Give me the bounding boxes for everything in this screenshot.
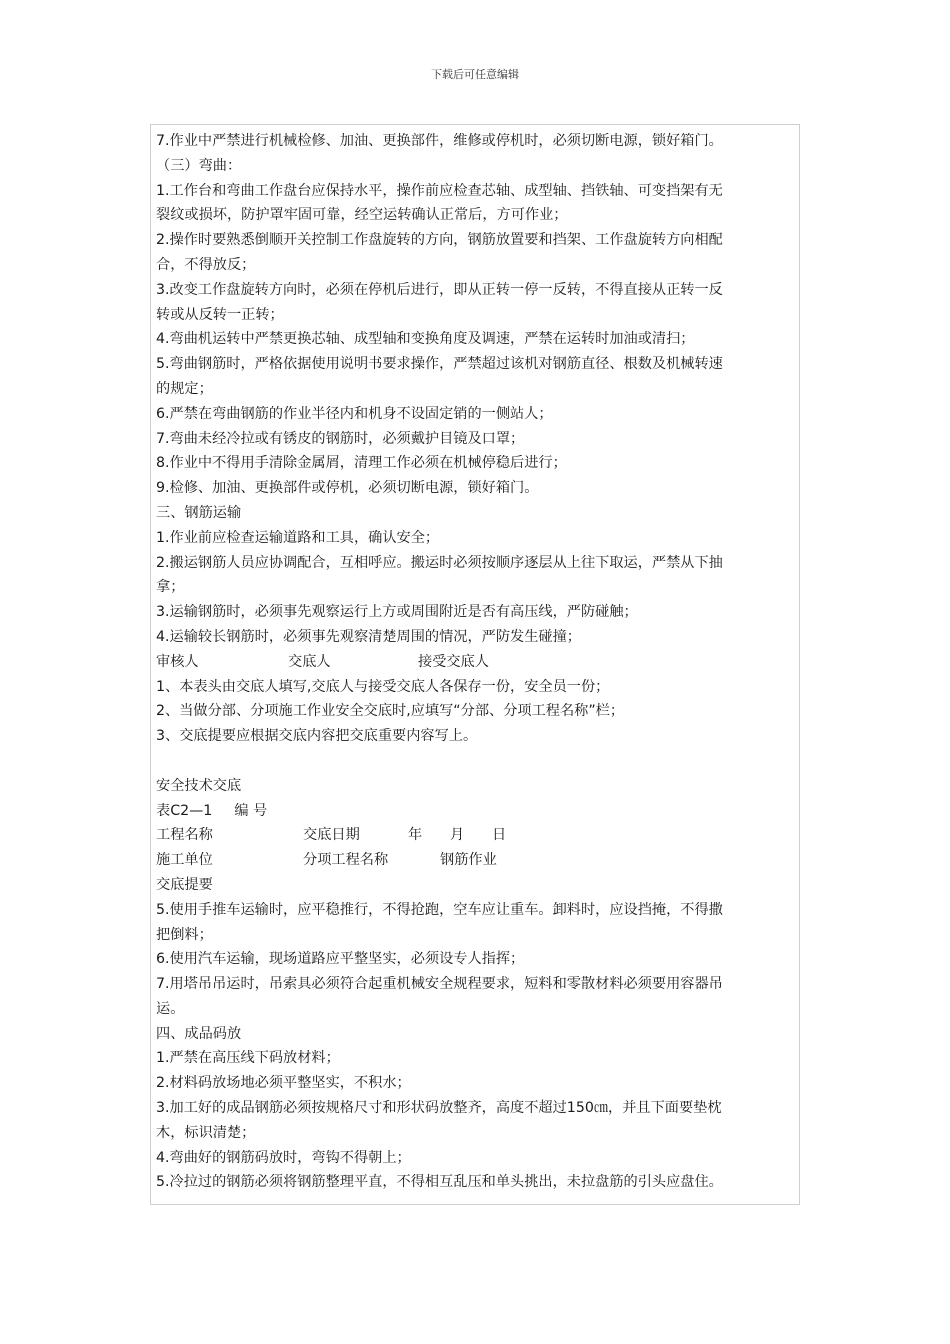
text-line: 3.改变工作盘旋转方向时，必须在停机后进行，即从正转一停一反转，不得直接从正转一反: [156, 281, 723, 298]
note-line: 3、交底提要应根据交底内容把交底重要内容写上。: [156, 728, 478, 745]
text-line: 2.材料码放场地必须平整坚实，不积水；: [156, 1075, 411, 1092]
text-line: 合，不得放反；: [156, 256, 256, 273]
spacer: [156, 749, 796, 774]
receiver-label: 接受交底人: [418, 653, 489, 670]
text-line: 1.严禁在高压线下码放材料；: [156, 1050, 340, 1067]
subproject-value: 钢筋作业: [440, 852, 497, 869]
unit-row: [156, 848, 796, 873]
document-body: [156, 129, 796, 1195]
text-line: 3.加工好的成品钢筋必须按规格尺寸和形状码放整齐，高度不超过150㎝，并且下面要垫枕: [156, 1100, 722, 1117]
text-line: 1.作业前应检查运输道路和工具，确认安全；: [156, 529, 440, 546]
text-line: 7.作业中严禁进行机械检修、加油、更换部件，维修或停机时，必须切断电源，锁好箱门。: [156, 133, 723, 149]
text-line: 1.工作台和弯曲工作盘台应保持水平，操作前应检查芯轴、成型轴、挡铁轴、可变挡架有无: [156, 182, 723, 199]
form-title: 安全技术交底: [156, 777, 242, 794]
month-label: 月: [450, 827, 465, 844]
page-header: 下载后可任意编辑: [431, 68, 519, 81]
text-line: 9.检修、加油、更换部件或停机，必须切断电源，锁好箱门。: [156, 480, 539, 497]
text-line: 转或从反转一正转；: [156, 306, 284, 323]
text-line: 运。: [156, 1000, 185, 1017]
form-notes: [156, 675, 796, 749]
discloser-label: 交底人: [288, 653, 331, 670]
form-number-row: [156, 799, 796, 824]
project-row: [156, 823, 796, 848]
text-line: 2.操作时要熟悉倒顺开关控制工作盘旋转的方向，钢筋放置要和挡架、工作盘旋转方向相配: [156, 232, 723, 249]
text-line: 5.弯曲钢筋时，严格依据使用说明书要求操作，严禁超过该机对钢筋直径、根数及机械转速: [156, 356, 723, 373]
text-line: （三）弯曲：: [156, 157, 242, 174]
text-line: 7.用塔吊吊运时，吊索具必须符合起重机械安全规程要求，短料和零散材料必须要用容器吊: [156, 976, 723, 993]
text-line: 把倒料；: [156, 926, 213, 943]
note-line: 2、当做分部、分项施工作业安全交底时,应填写“分部、分项工程名称”栏；: [156, 703, 625, 720]
text-line: 4.弯曲机运转中严禁更换芯轴、成型轴和变换角度及调速，严禁在运转时加油或清扫；: [156, 331, 695, 348]
text-line: 8.作业中不得用手清除金属屑，清理工作必须在机械停稳后进行；: [156, 455, 567, 472]
text-line: 4.弯曲好的钢筋码放时，弯钩不得朝上；: [156, 1149, 411, 1166]
text-line: 5.冷拉过的钢筋必须将钢筋整理平直，不得相互乱压和单头挑出，未拉盘筋的引头应盘住。: [156, 1174, 723, 1191]
table-number: 表C2—1: [156, 802, 213, 819]
text-line: 6.使用汽车运输，现场道路应平整坚实，必须设专人指挥；: [156, 951, 525, 968]
text-line: 的规定；: [156, 380, 213, 397]
text-line: 4.运输较长钢筋时，必须事先观察清楚周围的情况，严防发生碰撞；: [156, 628, 581, 645]
text-line: 拿；: [156, 579, 185, 596]
text-line: 裂纹或损坏，防护罩牢固可靠，经空运转确认正常后，方可作业；: [156, 207, 568, 224]
date-label: 交底日期: [303, 827, 360, 844]
text-line: 7.弯曲未经冷拉或有锈皮的钢筋时，必须戴护目镜及口罩；: [156, 430, 525, 447]
section-safety-rules-part1: [156, 129, 796, 650]
project-name-label: 工程名称: [156, 827, 213, 844]
reviewer-label: 审核人: [156, 653, 199, 670]
text-line: 3.运输钢筋时，必须事先观察运行上方或周围附近是否有高压线，严防碰触；: [156, 604, 638, 621]
day-label: 日: [492, 827, 507, 844]
text-line: 木，标识清楚；: [156, 1124, 256, 1141]
text-line: 2.搬运钢筋人员应协调配合，互相呼应。搬运时必须按顺序逐层从上往下取运，严禁从下抽: [156, 554, 723, 571]
section-safety-rules-part2: [156, 898, 796, 1196]
text-line: 三、钢筋运输: [156, 504, 242, 521]
summary-label: 交底提要: [156, 876, 213, 893]
signature-row: [156, 650, 796, 675]
subproject-label: 分项工程名称: [303, 852, 389, 869]
text-line: 四、成品码放: [156, 1025, 242, 1042]
year-label: 年: [408, 827, 423, 844]
note-line: 1、本表头由交底人填写,交底人与接受交底人各保存一份，安全员一份；: [156, 678, 610, 695]
serial-label: 编 号: [234, 802, 268, 819]
unit-label: 施工单位: [156, 852, 213, 869]
text-line: 6.严禁在弯曲钢筋的作业半径内和机身不设固定销的一侧站人；: [156, 405, 553, 422]
text-line: 5.使用手推车运输时，应平稳推行，不得抢跑，空车应让重车。卸料时，应设挡掩，不得撒: [156, 901, 723, 918]
